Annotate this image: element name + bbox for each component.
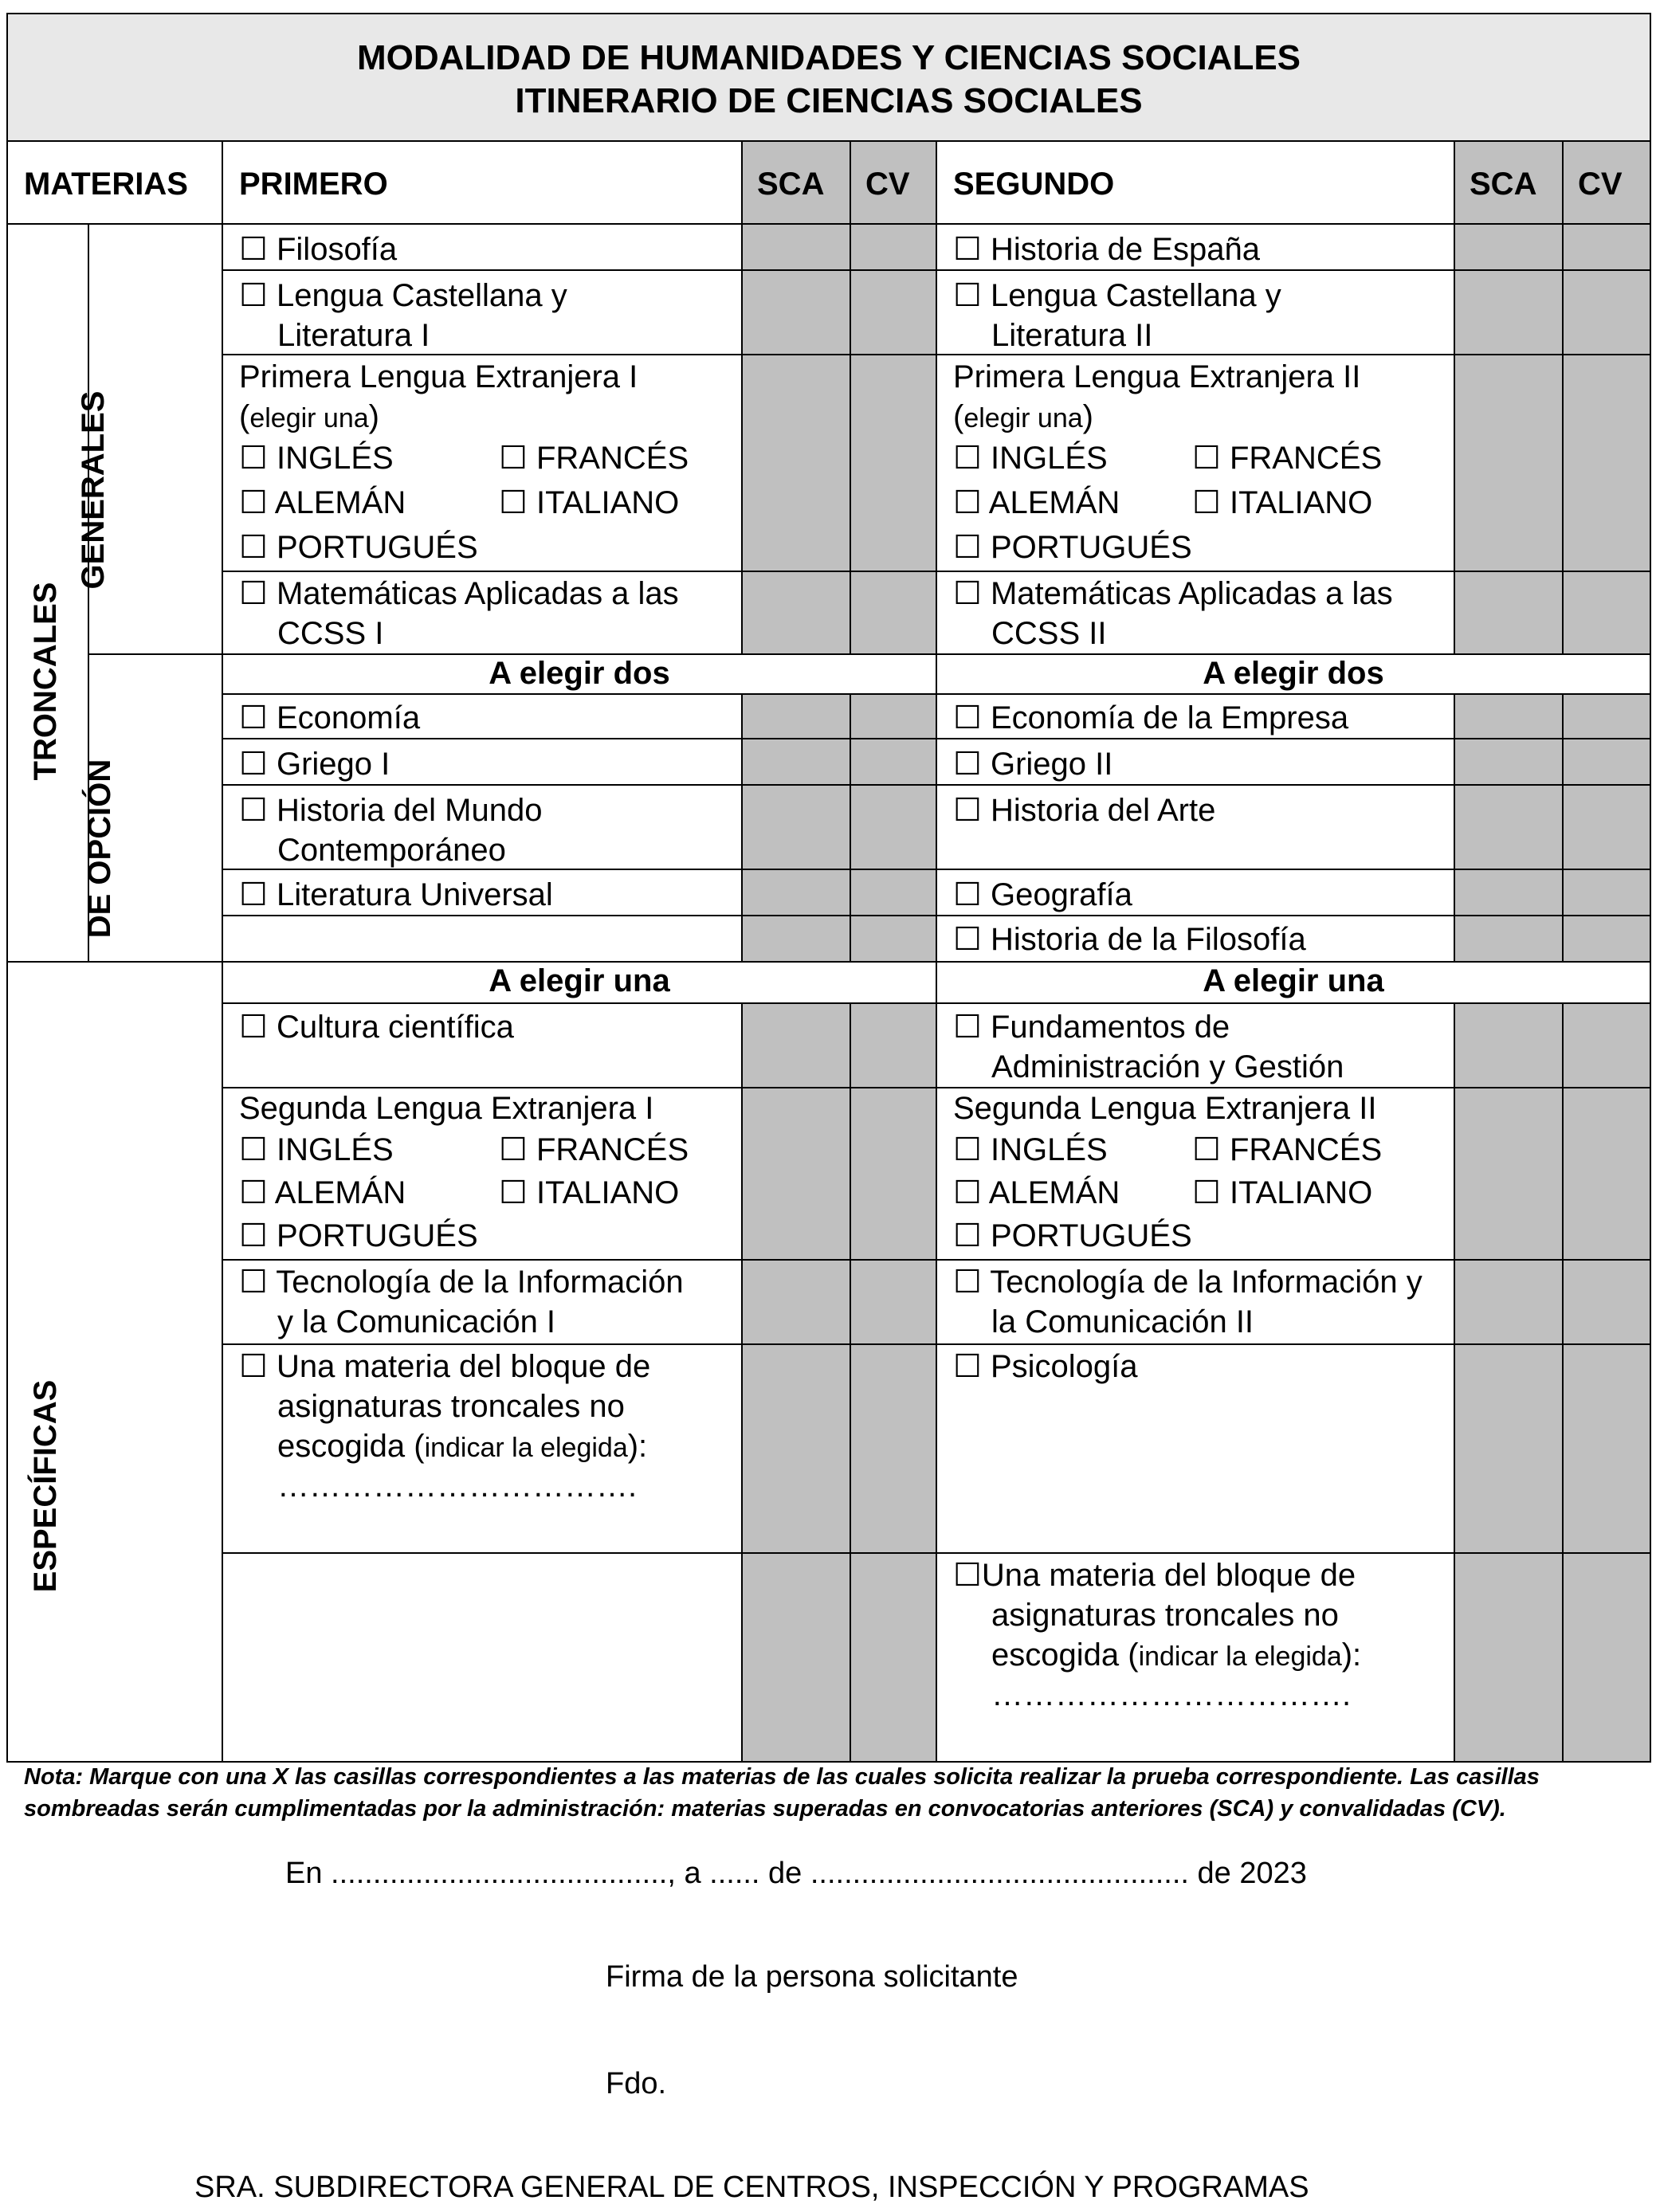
primero-cultura-cientifica[interactable]: ☐ Cultura científica [239, 1010, 514, 1045]
segundo-ple-ingles[interactable]: ☐ INGLÉS [953, 441, 1108, 476]
primero-literatura-universal[interactable]: ☐ Literatura Universal [239, 877, 553, 912]
segundo-ple-italiano[interactable]: ☐ ITALIANO [1192, 485, 1373, 520]
segundo-psicologia[interactable]: ☐ Psicología [953, 1349, 1138, 1384]
primero-historia-mundo-line2: Contemporáneo [277, 833, 506, 868]
title-line-1: MODALIDAD DE HUMANIDADES Y CIENCIAS SOCIALES [356, 38, 1301, 77]
primero-ple-italiano[interactable]: ☐ ITALIANO [499, 485, 680, 520]
segundo-elegir-una: A elegir una [936, 961, 1651, 1004]
frame-left [6, 140, 8, 1763]
primero-ple-portugues[interactable]: ☐ PORTUGUÉS [239, 530, 478, 565]
checkbox-icon[interactable]: ☐ [239, 877, 268, 912]
row-line [222, 738, 1651, 739]
segundo-sle-title: Segunda Lengua Extranjera II [953, 1091, 1377, 1126]
primero-ple-title: Primera Lengua Extranjera I [239, 359, 638, 394]
primero-sle-frances[interactable]: ☐ FRANCÉS [499, 1132, 689, 1167]
segundo-otra-materia[interactable]: ☐Una materia del bloque de [953, 1558, 1356, 1593]
sca2-shade-opcion [1455, 695, 1562, 963]
segundo-geografia[interactable]: ☐ Geografía [953, 877, 1132, 912]
checkbox-icon[interactable]: ☐ [953, 232, 982, 267]
row-line [222, 269, 1651, 271]
checkbox-icon[interactable]: ☐ [953, 576, 982, 611]
cv1-shade-opcion [851, 695, 936, 963]
col-line-materias [222, 140, 223, 1763]
primero-sle-aleman[interactable]: ☐ ALEMÁN [239, 1175, 406, 1210]
checkbox-icon[interactable]: ☐ [1192, 441, 1221, 476]
segundo-otra-materia-line2: asignaturas troncales no [991, 1598, 1339, 1633]
col-sca-segundo: SCA [1470, 167, 1537, 202]
primero-lengua[interactable]: ☐ Lengua Castellana y [239, 278, 567, 313]
primero-tic-line2: y la Comunicación I [277, 1304, 556, 1339]
primero-economia[interactable]: ☐ Economía [239, 700, 421, 735]
row-line [222, 784, 1651, 786]
cv2-shade-opcion [1564, 695, 1650, 963]
checkbox-icon[interactable]: ☐ [953, 1010, 982, 1045]
primero-matematicas[interactable]: ☐ Matemáticas Aplicadas a las [239, 576, 679, 611]
checkbox-icon[interactable]: ☐ [953, 1349, 982, 1384]
col-line-cv2 [1562, 140, 1564, 1763]
checkbox-icon[interactable]: ☐ [239, 576, 268, 611]
segundo-economia-empresa[interactable]: ☐ Economía de la Empresa [953, 700, 1349, 735]
segundo-sle-ingles[interactable]: ☐ INGLÉS [953, 1132, 1108, 1167]
segundo-ple-hint: (elegir una) [953, 399, 1093, 434]
group-troncales: TRONCALES [28, 582, 63, 781]
segundo-ple-aleman[interactable]: ☐ ALEMÁN [953, 485, 1120, 520]
segundo-historia-filosofia[interactable]: ☐ Historia de la Filosofía [953, 922, 1306, 957]
segundo-historia-espana[interactable]: ☐ Historia de España [953, 232, 1260, 267]
lugar-fecha-field[interactable]: En ........................................, a ...... de ............................................. de 2023 [285, 1857, 1307, 1890]
checkbox-icon[interactable]: ☐ [953, 530, 982, 565]
checkbox-icon[interactable]: ☐ [239, 1132, 268, 1167]
row-line [222, 915, 1651, 916]
checkbox-icon[interactable]: ☐ [239, 278, 268, 313]
segundo-fundamentos[interactable]: ☐ Fundamentos de [953, 1010, 1230, 1045]
checkbox-icon[interactable]: ☐ [1192, 1175, 1221, 1210]
row-line [222, 571, 1651, 572]
segundo-lengua[interactable]: ☐ Lengua Castellana y [953, 278, 1281, 313]
primero-elegir-una: A elegir una [222, 961, 937, 1004]
checkbox-icon[interactable]: ☐ [953, 1265, 982, 1300]
col-sca-primero: SCA [757, 167, 825, 202]
sca2-shade-especificas [1455, 1004, 1562, 1763]
segundo-sle-portugues[interactable]: ☐ PORTUGUÉS [953, 1218, 1192, 1253]
col-line-segundo [936, 140, 937, 1763]
checkbox-icon[interactable]: ☐ [499, 441, 528, 476]
frame-right [1650, 140, 1651, 1763]
col-line-sca1 [741, 140, 743, 1763]
segundo-ple-portugues[interactable]: ☐ PORTUGUÉS [953, 530, 1192, 565]
primero-ple-aleman[interactable]: ☐ ALEMÁN [239, 485, 406, 520]
primero-elegir-dos: A elegir dos [222, 653, 937, 695]
checkbox-icon[interactable]: ☐ [239, 1175, 268, 1210]
checkbox-icon[interactable]: ☐ [953, 1132, 982, 1167]
checkbox-icon[interactable]: ☐ [239, 700, 268, 735]
primero-otra-materia-line3: escogida (indicar la elegida): [277, 1429, 648, 1464]
primero-otra-materia-blank[interactable]: ……………………………. [277, 1469, 638, 1504]
checkbox-icon[interactable]: ☐ [239, 441, 268, 476]
checkbox-icon[interactable]: ☐ [953, 700, 982, 735]
checkbox-icon[interactable]: ☐ [239, 485, 268, 520]
header-row-bottom [6, 223, 1651, 225]
cv2-shade-generales [1564, 225, 1650, 655]
checkbox-icon[interactable]: ☐ [953, 485, 982, 520]
primero-matematicas-line2: CCSS I [277, 616, 384, 651]
segundo-sle-italiano[interactable]: ☐ ITALIANO [1192, 1175, 1373, 1210]
col-cv-primero: CV [865, 167, 910, 202]
primero-sle-title: Segunda Lengua Extranjera I [239, 1091, 654, 1126]
cv1-shade-especificas [851, 1004, 936, 1763]
checkbox-icon[interactable]: ☐ [239, 1349, 268, 1384]
col-segundo: SEGUNDO [953, 167, 1115, 202]
checkbox-icon[interactable]: ☐ [239, 793, 268, 828]
col-cv-segundo: CV [1578, 167, 1623, 202]
checkbox-icon[interactable]: ☐ [953, 877, 982, 912]
checkbox-icon[interactable]: ☐ [953, 1558, 982, 1593]
group-especificas: ESPECÍFICAS [28, 1379, 63, 1593]
primero-ple-frances[interactable]: ☐ FRANCÉS [499, 441, 689, 476]
checkbox-icon[interactable]: ☐ [499, 1132, 528, 1167]
cv1-shade-generales [851, 225, 936, 655]
segundo-sle-frances[interactable]: ☐ FRANCÉS [1192, 1132, 1383, 1167]
checkbox-icon[interactable]: ☐ [953, 747, 982, 782]
sca1-shade-opcion [743, 695, 850, 963]
firma-label: Firma de la persona solicitante [606, 1960, 1018, 1994]
segundo-ple-title: Primera Lengua Extranjera II [953, 359, 1361, 394]
title-line-2: ITINERARIO DE CIENCIAS SOCIALES [515, 81, 1143, 120]
primero-griego[interactable]: ☐ Griego I [239, 747, 390, 782]
checkbox-icon[interactable]: ☐ [239, 747, 268, 782]
segundo-elegir-dos: A elegir dos [936, 653, 1651, 695]
segundo-fundamentos-line2: Administración y Gestión [991, 1049, 1344, 1084]
checkbox-icon[interactable]: ☐ [499, 485, 528, 520]
row-line [222, 1343, 1651, 1345]
segundo-matematicas-line2: CCSS II [991, 616, 1107, 651]
checkbox-icon[interactable]: ☐ [239, 232, 268, 267]
col-line-sca2 [1454, 140, 1455, 1763]
checkbox-icon[interactable]: ☐ [953, 1218, 982, 1253]
segundo-otra-materia-line3: escogida (indicar la elegida): [991, 1637, 1362, 1673]
checkbox-icon[interactable]: ☐ [239, 1265, 268, 1300]
primero-filosofia[interactable]: ☐ Filosofía [239, 232, 398, 267]
row-line [222, 1259, 1651, 1261]
checkbox-icon[interactable]: ☐ [953, 922, 982, 957]
segundo-griego[interactable]: ☐ Griego II [953, 747, 1113, 782]
checkbox-icon[interactable]: ☐ [953, 1175, 982, 1210]
sca2-shade-generales [1455, 225, 1562, 655]
col-materias: MATERIAS [24, 167, 188, 202]
checkbox-icon[interactable]: ☐ [953, 278, 982, 313]
col-primero: PRIMERO [239, 167, 388, 202]
checkbox-icon[interactable]: ☐ [239, 530, 268, 565]
col-line-cv1 [850, 140, 851, 1763]
row-line [222, 1552, 1651, 1554]
checkbox-icon[interactable]: ☐ [953, 441, 982, 476]
primero-otra-materia-line2: asignaturas troncales no [277, 1389, 625, 1424]
segundo-historia-arte[interactable]: ☐ Historia del Arte [953, 793, 1216, 828]
checkbox-icon[interactable]: ☐ [499, 1175, 528, 1210]
segundo-tic-line2: la Comunicación II [991, 1304, 1254, 1339]
primero-sle-italiano[interactable]: ☐ ITALIANO [499, 1175, 680, 1210]
checkbox-icon[interactable]: ☐ [1192, 1132, 1221, 1167]
destinatario: SRA. SUBDIRECTORA GENERAL DE CENTROS, INSPECCIÓN Y PROGRAMAS [194, 2171, 1309, 2204]
primero-sle-portugues[interactable]: ☐ PORTUGUÉS [239, 1218, 478, 1253]
segundo-lengua-line2: Literatura II [991, 318, 1153, 353]
sca1-shade-especificas [743, 1004, 850, 1763]
primero-lengua-line2: Literatura I [277, 318, 430, 353]
sca1-shade-generales [743, 225, 850, 655]
segundo-sle-aleman[interactable]: ☐ ALEMÁN [953, 1175, 1120, 1210]
segundo-tic[interactable]: ☐ Tecnología de la Información y [953, 1265, 1423, 1300]
cv2-shade-especificas [1564, 1004, 1650, 1763]
group-generales: GENERALES [76, 390, 111, 590]
checkbox-icon[interactable]: ☐ [239, 1010, 268, 1045]
nota: Nota: Marque con una X las casillas correspondientes a las materias de las cuales solicita realizar la prueba correspondiente. Las casillas sombreadas serán cumplimentadas por la administración: materias superadas en convocatorias anteriores (SCA) y convalidadas (CV). [24, 1764, 1540, 1822]
segundo-ple-frances[interactable]: ☐ FRANCÉS [1192, 441, 1383, 476]
group-de-opcion: DE OPCIÓN [82, 759, 117, 939]
row-line [222, 354, 1651, 355]
primero-ple-hint: (elegir una) [239, 399, 379, 434]
fdo-label[interactable]: Fdo. [606, 2067, 667, 2100]
primero-ple-ingles[interactable]: ☐ INGLÉS [239, 441, 394, 476]
segundo-matematicas[interactable]: ☐ Matemáticas Aplicadas a las [953, 576, 1393, 611]
primero-otra-materia[interactable]: ☐ Una materia del bloque de [239, 1349, 651, 1384]
primero-tic[interactable]: ☐ Tecnología de la Información [239, 1265, 684, 1300]
primero-historia-mundo[interactable]: ☐ Historia del Mundo [239, 793, 543, 828]
form-title [6, 13, 1651, 142]
segundo-otra-materia-blank[interactable]: ……………………………. [991, 1677, 1352, 1712]
primero-sle-ingles[interactable]: ☐ INGLÉS [239, 1132, 394, 1167]
checkbox-icon[interactable]: ☐ [1192, 485, 1221, 520]
checkbox-icon[interactable]: ☐ [239, 1218, 268, 1253]
checkbox-icon[interactable]: ☐ [953, 793, 982, 828]
